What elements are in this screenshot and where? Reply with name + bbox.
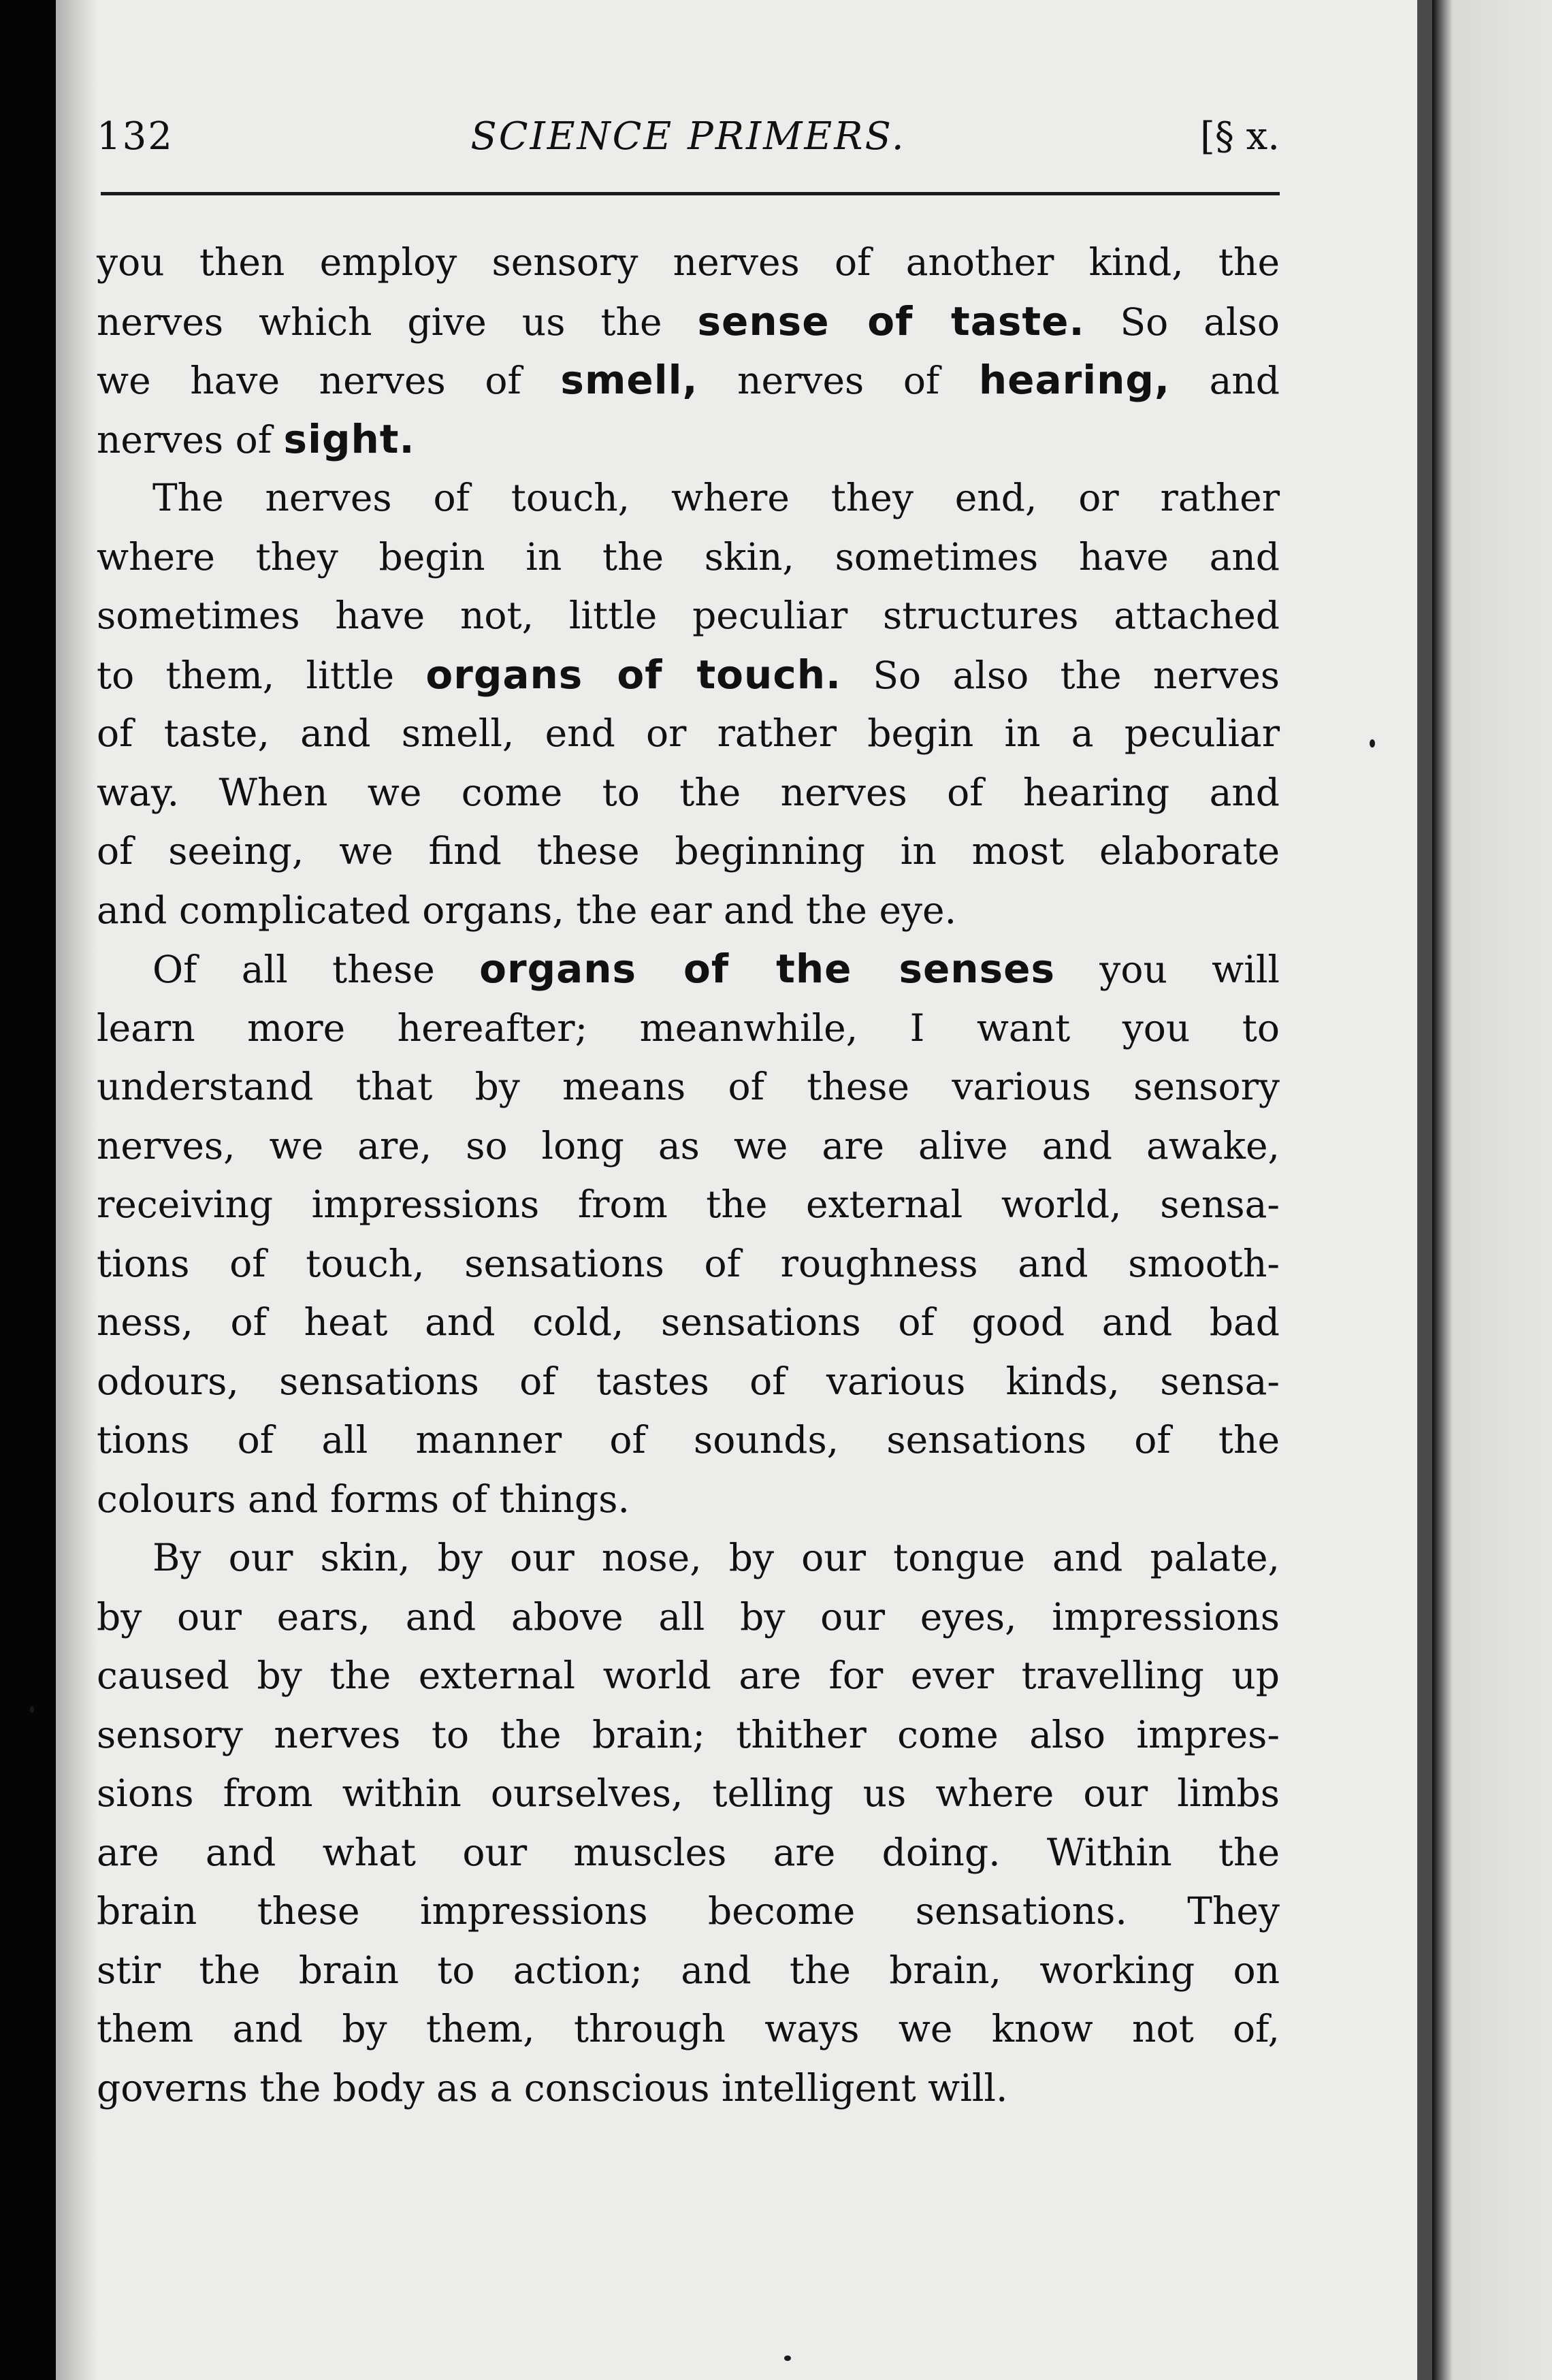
text-run: By our skin, by our nose, by our tongue and palate,: [152, 1536, 1280, 1579]
text-line: [97, 1882, 1280, 1941]
text-run: you will: [1054, 948, 1280, 991]
text-run: caused by the external world are for ever travelling up: [97, 1654, 1280, 1697]
emphasized-term: organs of the senses: [479, 946, 1055, 992]
text-run: nerves which give us the: [97, 300, 698, 344]
text-line: [97, 233, 1280, 292]
text-run: ness, of heat and cold, sensations of good and bad: [97, 1300, 1280, 1344]
emphasized-term: smell,: [560, 357, 698, 403]
text-run: and complicated organs, the ear and the eye.: [97, 888, 957, 932]
text-run: to them, little: [97, 653, 426, 697]
text-run: governs the body as a conscious intelligent will.: [97, 2065, 1008, 2110]
text-run: we have nerves of: [97, 359, 561, 402]
text-run: Of all these: [152, 948, 480, 991]
text-run: learn more hereafter; meanwhile, I want you to: [97, 1006, 1280, 1050]
text-line: [97, 704, 1280, 763]
text-run: tions of all manner of sounds, sensations of the: [97, 1418, 1280, 1462]
text-run: stir the brain to action; and the brain, working on: [97, 1948, 1280, 1992]
text-line: [97, 468, 1280, 528]
text-line: [97, 822, 1280, 881]
scan-speck: [30, 1706, 34, 1713]
text-line: [97, 1646, 1280, 1705]
text-line: [97, 410, 1280, 469]
text-run: tions of touch, sensations of roughness and smooth-: [97, 1241, 1280, 1285]
text-run: So also: [1084, 300, 1280, 344]
text-line: [97, 1528, 1280, 1588]
scan-speck: [784, 2355, 791, 2361]
text-run: are and what our muscles are doing. Within the: [97, 1830, 1280, 1874]
header-rule: [101, 192, 1280, 195]
scan-speck: [1370, 739, 1375, 747]
text-line: [97, 999, 1280, 1058]
running-title: SCIENCE PRIMERS.: [470, 114, 906, 159]
text-run: odours, sensations of tastes of various kinds, sensa-: [97, 1359, 1280, 1403]
emphasized-term: hearing,: [978, 357, 1170, 403]
text-run: colours and forms of things.: [97, 1477, 630, 1521]
text-run: So also the nerves: [841, 653, 1280, 697]
text-line: [97, 528, 1280, 587]
text-run: way. When we come to the nerves of hearing and: [97, 770, 1280, 814]
paragraph: [97, 468, 1280, 939]
paragraph: [97, 939, 1280, 1528]
text-line: [97, 1470, 1280, 1529]
text-line: [97, 939, 1280, 999]
running-head: [97, 102, 1280, 184]
text-run: The nerves of touch, where they end, or rather: [152, 476, 1280, 519]
text-run: of taste, and smell, end or rather begin in a peculiar: [97, 711, 1280, 755]
text-line: [97, 292, 1280, 351]
text-line: [97, 1764, 1280, 1823]
text-run: and: [1169, 359, 1280, 402]
text-line: [97, 1411, 1280, 1470]
text-run: sometimes have not, little peculiar structures attached: [97, 594, 1280, 637]
text-line: [97, 351, 1280, 410]
text-line: [97, 1352, 1280, 1411]
emphasized-term: organs of touch.: [425, 651, 842, 698]
text-line: [97, 645, 1280, 705]
paragraph: [97, 233, 1280, 468]
text-line: [97, 2059, 1280, 2118]
text-run: where they begin in the skin, sometimes have and: [97, 534, 1280, 579]
paragraph: [97, 1528, 1280, 2117]
text-run: them and by them, through ways we know not of,: [97, 2007, 1280, 2051]
text-line: [97, 763, 1280, 822]
book-binding-gutter: [1417, 0, 1432, 2380]
text-line: [97, 586, 1280, 645]
text-line: [97, 1116, 1280, 1176]
text-line: [97, 1941, 1280, 2000]
text-run: understand that by means of these various sensory: [97, 1065, 1280, 1108]
facing-page-edge: [1432, 0, 1552, 2380]
text-run: by our ears, and above all by our eyes, impressions: [97, 1594, 1280, 1639]
text-line: [97, 1057, 1280, 1116]
text-line: [97, 1999, 1280, 2059]
section-mark: [§ x.: [1199, 114, 1280, 159]
text-run: you then employ sensory nerves of another kind, the: [97, 240, 1280, 284]
text-run: receiving impressions from the external world, sensa-: [97, 1183, 1280, 1226]
text-line: [97, 1234, 1280, 1293]
text-run: nerves of: [698, 359, 979, 402]
text-run: nerves, we are, so long as we are alive and awake,: [97, 1123, 1280, 1168]
page-number: 132: [97, 114, 174, 159]
text-line: [97, 1588, 1280, 1647]
text-line: [97, 1705, 1280, 1765]
text-run: sions from within ourselves, telling us where our limbs: [97, 1771, 1280, 1815]
text-line: [97, 1175, 1280, 1234]
page-edge-shadow: [56, 0, 97, 2380]
text-run: of seeing, we find these beginning in most elaborate: [97, 829, 1280, 873]
body-text: [97, 233, 1280, 2117]
text-line: [97, 1293, 1280, 1352]
text-run: sensory nerves to the brain; thither come also impres-: [97, 1712, 1280, 1756]
emphasized-term: sense of taste.: [697, 298, 1085, 344]
text-line: [97, 1823, 1280, 1882]
text-line: [97, 881, 1280, 940]
emphasized-term: sight.: [283, 415, 415, 462]
text-run: nerves of: [97, 417, 284, 462]
text-run: brain these impressions become sensations. They: [97, 1889, 1280, 1933]
